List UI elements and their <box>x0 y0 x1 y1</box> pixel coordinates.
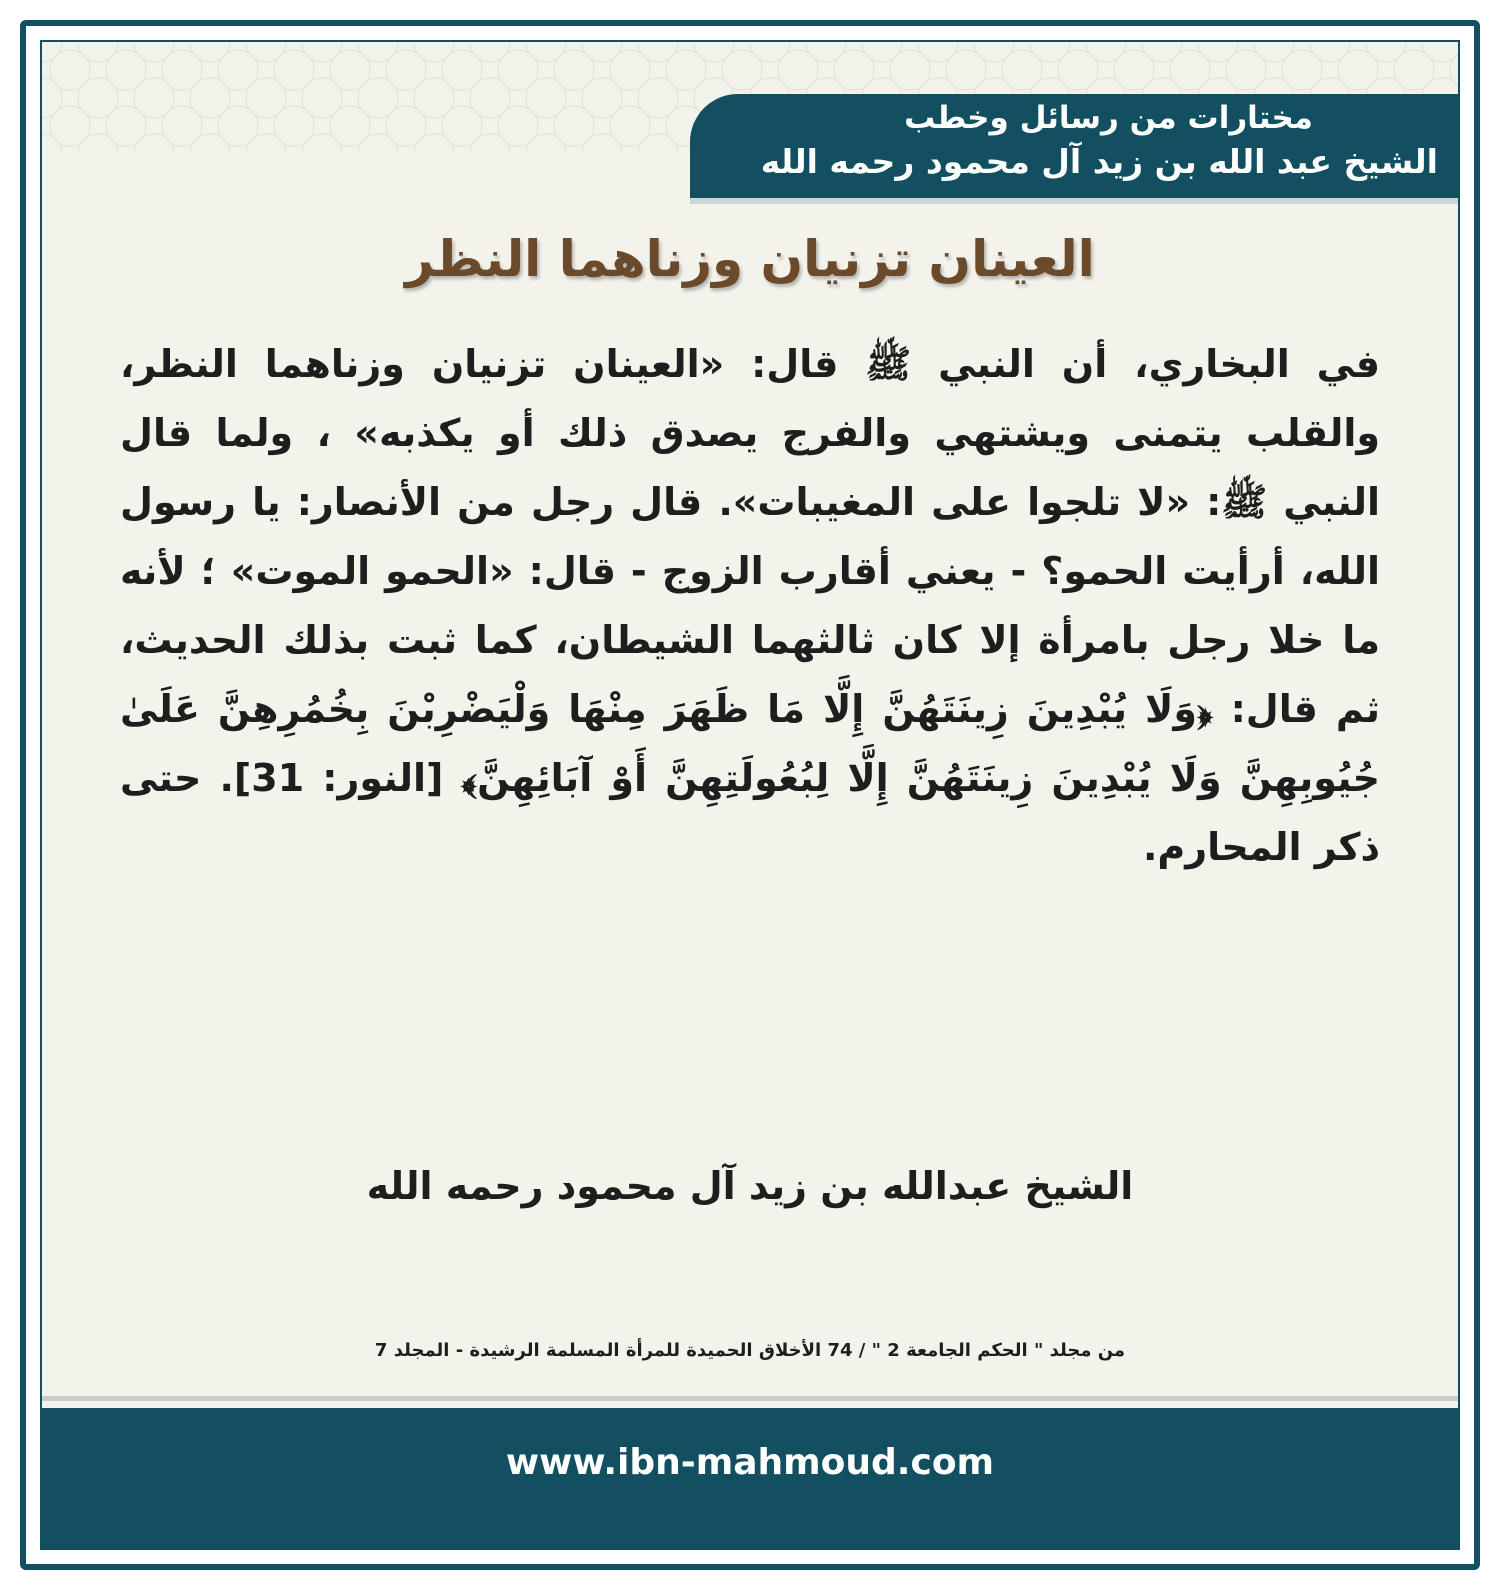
card <box>40 40 1460 1550</box>
website-link[interactable]: www.ibn-mahmoud.com <box>505 1442 995 1483</box>
header-series-title: مختارات من رسائل وخطب <box>904 100 1313 136</box>
source-reference: من مجلد " الحكم الجامعة 2 " / 74 الأخلاق الحميدة للمرأة المسلمة الرشيدة - المجلد 7 <box>374 1340 1126 1361</box>
page-title: العينان تزنيان وزناهما النظر <box>405 230 1095 288</box>
article-body: في البخاري، أن النبي ﷺ قال: «العينان تزنيان وزناهما النظر، والقلب يتمنى ويشتهي والفرج يصدق ذلك أو يكذبه» ، ولما قال النبي ﷺ: «لا تلجوا على المغيبات». قال رجل من الأنصار: يا رسول الله، أرأيت الحمو؟ - يعني أقارب الزوج - قال: «الحمو الموت» ؛ لأنه ما خلا رجل بامرأة إلا كان ثالثهما الشيطان، كما ثبت بذلك الحديث، ثم قال: ﴿وَلَا يُبْدِينَ زِينَتَهُنَّ إِلَّا مَا ظَهَرَ مِنْهَا وَلْيَضْرِبْنَ بِخُمُرِهِنَّ عَلَىٰ جُيُوبِهِنَّ وَلَا يُبْدِينَ زِينَتَهُنَّ إِلَّا لِبُعُولَتِهِنَّ أَوْ آبَائِهِنَّ﴾ [النور: 31]. حتى ذكر المحارم. <box>120 342 1380 869</box>
footer-divider <box>42 1396 1458 1401</box>
author-signature: الشيخ عبدالله بن زيد آل محمود رحمه الله <box>366 1164 1134 1208</box>
header-author: الشيخ عبد الله بن زيد آل محمود رحمه الله <box>760 142 1438 181</box>
